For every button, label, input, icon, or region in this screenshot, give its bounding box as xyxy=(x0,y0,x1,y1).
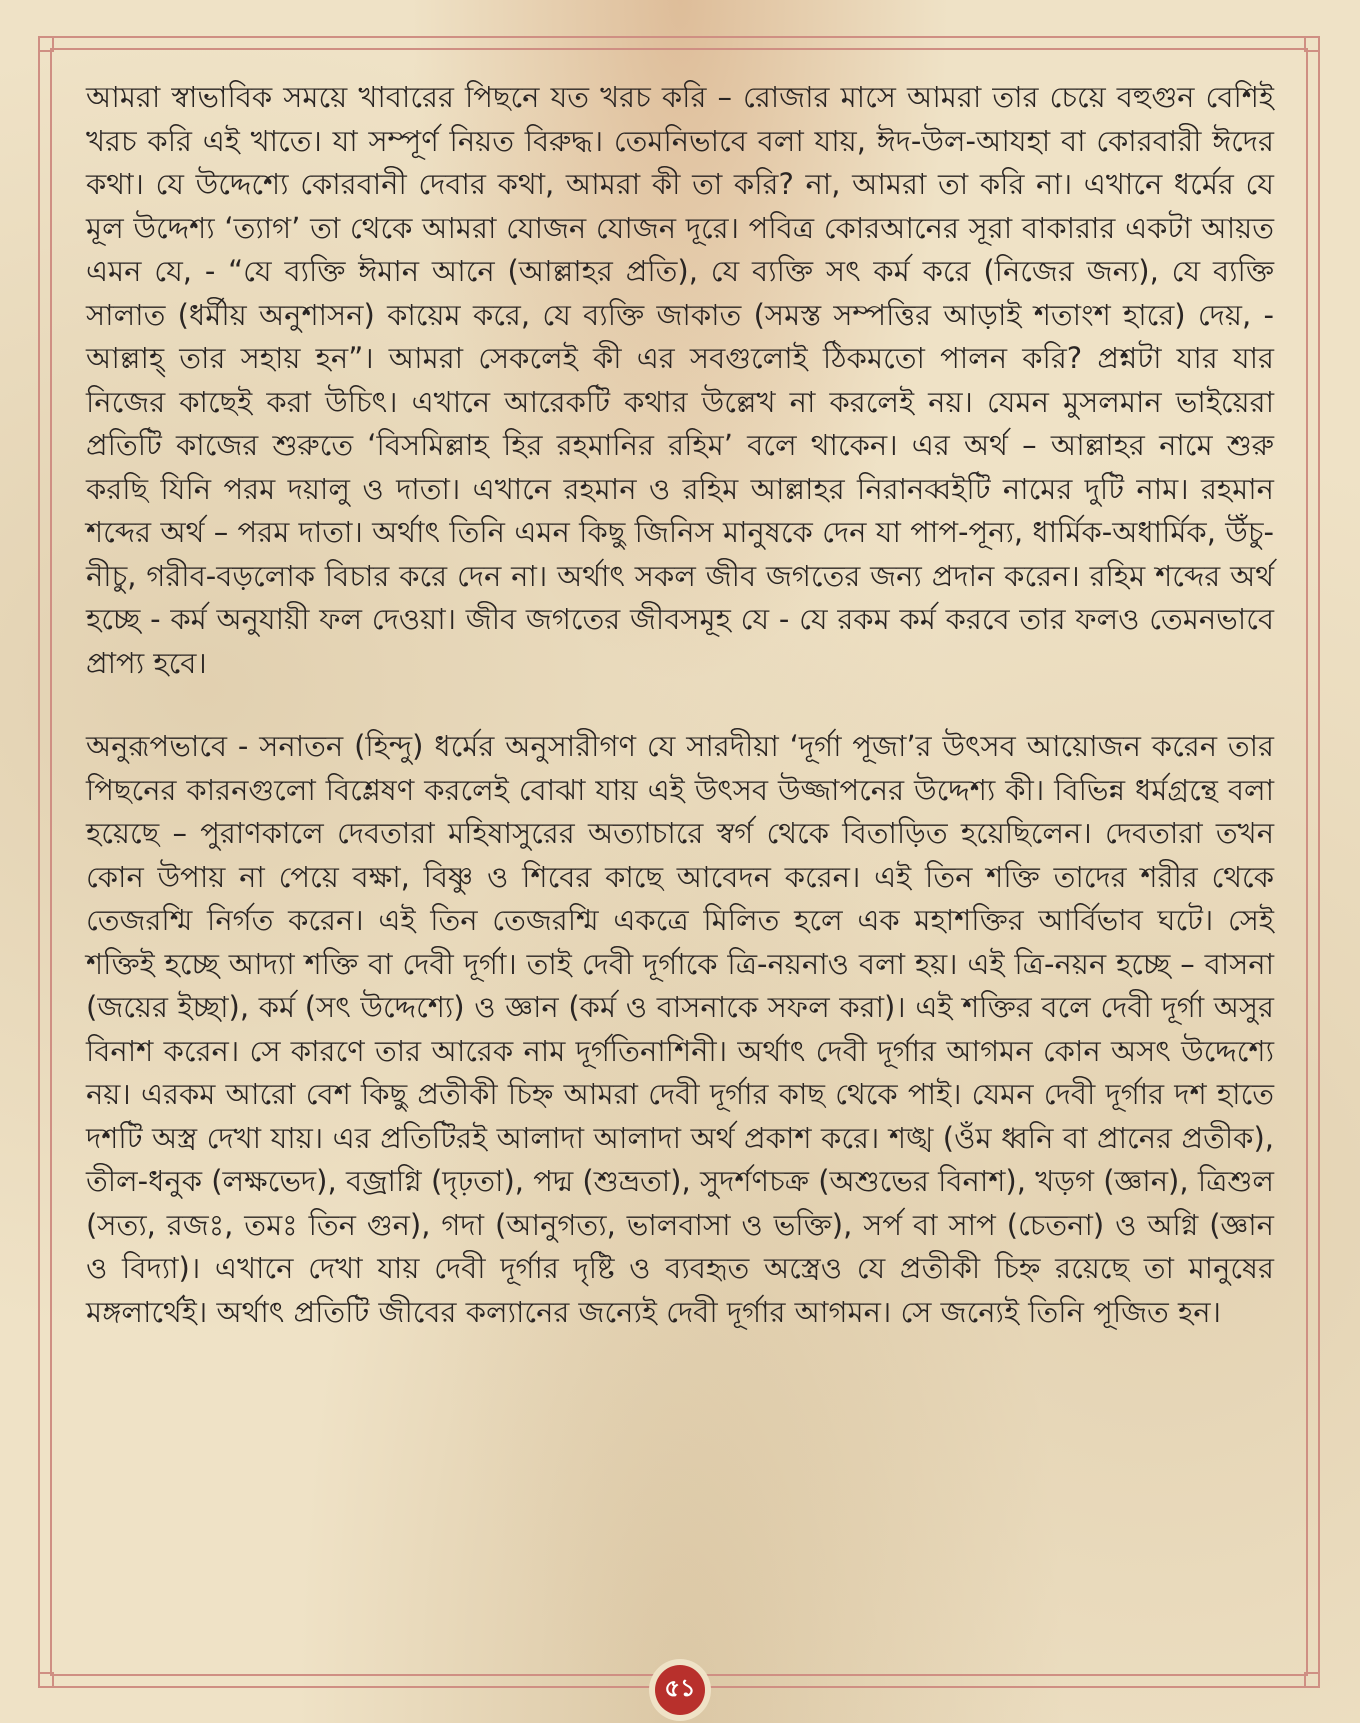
frame-corner-bottom-left xyxy=(38,1672,54,1688)
frame-corner-top-right xyxy=(1304,36,1320,52)
frame-corner-bottom-right xyxy=(1304,1672,1320,1688)
frame-corner-top-left xyxy=(38,36,54,52)
page-number-container xyxy=(650,1662,710,1718)
paragraph-2: অনুরূপভাবে - সনাতন (হিন্দু) ধর্মের অনুসারীগণ যে সারদীয়া ‘দূর্গা পূজা’র উৎসব আয়োজন করেন তার পিছনের কারনগুলো বিশ্লেষণ করলেই বোঝা যায় এই উৎসব উজ্জাপনের উদ্দেশ্য কী। বিভিন্ন ধর্মগ্রন্থে বলা হয়েছে – পুরাণকালে দেবতারা মহিষাসুরের অত্যাচারে স্বর্গ থেকে বিতাড়িত হয়েছিলেন। দেবতারা তখন কোন উপায় না পেয়ে বক্ষা, বিষ্ণু ও শিবের কাছে আবেদন করেন। এই তিন শক্তি তাদের শরীর থেকে তেজরশ্মি নির্গত করেন। এই তিন তেজরশ্মি একত্রে মিলিত হলে এক মহাশক্তির আর্বিভাব ঘটে। সেই শক্তিই হচ্ছে আদ্যা শক্তি বা দেবী দূর্গা। তাই দেবী দূর্গাকে ত্রি-নয়নাও বলা হয়। এই ত্রি-নয়ন হচ্ছে – বাসনা (জয়ের ইচ্ছা), কর্ম (সৎ উদ্দেশ্যে) ও জ্ঞান (কর্ম ও বাসনাকে সফল করা)। এই শক্তির বলে দেবী দূর্গা অসুর বিনাশ করেন। সে কারণে তার আরেক নাম দূর্গতিনাশিনী। অর্থাৎ দেবী দূর্গার আগমন কোন অসৎ উদ্দেশ্যে নয়। এরকম আরো বেশ কিছু প্রতীকী চিহ্ন আমরা দেবী দূর্গার কাছ থেকে পাই। যেমন দেবী দূর্গার দশ হাতে দশটি অস্ত্র দেখা যায়। এর প্রতিটিরই আলাদা আলাদা অর্থ প্রকাশ করে। শঙ্খ (ওঁম ধ্বনি বা প্রানের প্রতীক), তীল-ধনুক (লক্ষভেদ), বজ্রাগ্নি (দৃঢ়তা), পদ্ম (শুভ্রতা), সুদর্শণচক্র (অশুভের বিনাশ), খড়গ (জ্ঞান), ত্রিশুল (সত্য, রজঃ, তমঃ তিন গুন), গদা (আনুগত্য, ভালবাসা ও ভক্তি), সর্প বা সাপ (চেতনা) ও অগ্নি (জ্ঞান ও বিদ্যা)। এখানে দেখা যায় দেবী দূর্গার দৃষ্টি ও ব্যবহৃত অস্ত্রেও যে প্রতীকী চিহ্ন রয়েছে তা মানুষের মঙ্গলার্থেই। অর্থাৎ প্রতিটি জীবের কল্যানের জন্যেই দেবী দূর্গার আগমন। সে জন্যেই তিনি পূজিত হন। xyxy=(86,729,1274,1329)
body-text xyxy=(86,76,1274,1334)
paragraph-1: আমরা স্বাভাবিক সময়ে খাবারের পিছনে যত খরচ করি – রোজার মাসে আমরা তার চেয়ে বহুগুন বেশিই খরচ করি এই খাতে। যা সম্পূর্ণ নিয়ত বিরুদ্ধ। তেমনিভাবে বলা যায়, ঈদ-উল-আযহা বা কোরবারী ঈদের কথা। যে উদ্দেশ্যে কোরবানী দেবার কথা, আমরা কী তা করি? না, আমরা তা করি না। এখানে ধর্মের যে মূল উদ্দেশ্য ‘ত্যাগ’ তা থেকে আমরা যোজন যোজন দূরে। পবিত্র কোরআনের সূরা বাকারার একটা আয়ত এমন যে, - “যে ব্যক্তি ঈমান আনে (আল্লাহর প্রতি), যে ব্যক্তি সৎ কর্ম করে (নিজের জন্য), যে ব্যক্তি সালাত (ধর্মীয় অনুশাসন) কায়েম করে, যে ব্যক্তি জাকাত (সমস্ত সম্পত্তির আড়াই শতাংশ হারে) দেয়, - আল্লাহ্‌ তার সহায় হন”। আমরা সেকলেই কী এর সবগুলোই ঠিকমতো পালন করি? প্রশ্নটা যার যার নিজের কাছেই করা উচিৎ। এখানে আরেকটি কথার উল্লেখ না করলেই নয়। যেমন মুসলমান ভাইয়েরা প্রতিটি কাজের শুরুতে ‘বিসমিল্লাহ হির রহমানির রহিম’ বলে থাকেন। এর অর্থ – আল্লাহর নামে শুরু করছি যিনি পরম দয়ালু ও দাতা। এখানে রহমান ও রহিম আল্লাহর নিরানব্বইটি নামের দুটি নাম। রহমান শব্দের অর্থ – পরম দাতা। অর্থাৎ তিনি এমন কিছু জিনিস মানুষকে দেন যা পাপ-পূন্য, ধার্মিক-অধার্মিক, উঁচু-নীচু, গরীব-বড়লোক বিচার করে দেন না। অর্থাৎ সকল জীব জগতের জন্য প্রদান করেন। রহিম শব্দের অর্থ হচ্ছে - কর্ম অনুযায়ী ফল দেওয়া। জীব জগতের জীবসমূহ যে - যে রকম কর্ম করবে তার ফলও তেমনভাবে প্রাপ্য হবে। xyxy=(86,80,1274,680)
page-number-badge: ৫১ xyxy=(655,1665,705,1715)
